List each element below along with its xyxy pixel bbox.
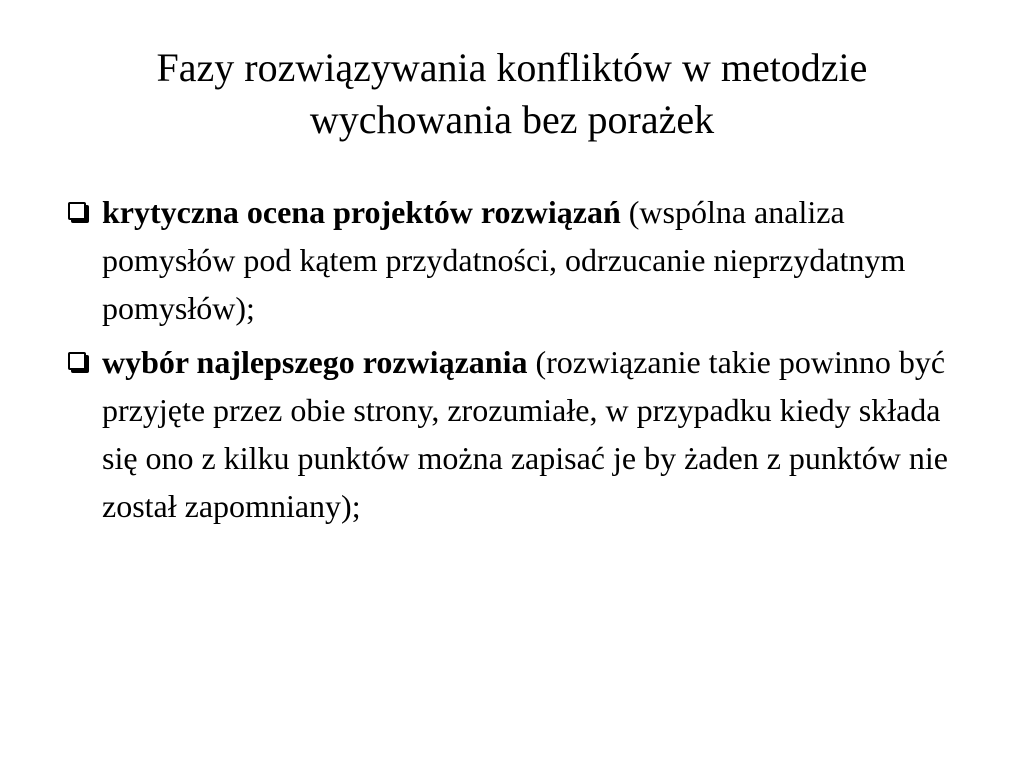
bullet-text	[102, 194, 905, 326]
bullet-text	[102, 344, 948, 524]
slide-title-line-2: wychowania bez porażek	[309, 97, 715, 142]
bullet-list	[62, 188, 962, 536]
bullet-item-best-solution	[62, 338, 962, 530]
slide-title	[60, 42, 964, 146]
bullet-item-critical-evaluation	[62, 188, 962, 332]
bullet-heading: wybór najlepszego rozwiązania	[102, 344, 528, 380]
bullet-description: (rozwiązanie takie powinno być przyjęte przez obie strony, zrozumiałe, w przypadku kiedy składa się ono z kilku punktów można zapisać je by żaden z punktów nie został zapomniany);	[102, 344, 948, 524]
hollow-square-bullet-icon	[68, 352, 86, 370]
bullet-heading: krytyczna ocena projektów rozwiązań	[102, 194, 621, 230]
slide-title-line-1: Fazy rozwiązywania konfliktów w metodzie	[156, 45, 868, 90]
hollow-square-bullet-icon	[68, 202, 86, 220]
bullet-description: (wspólna analiza pomysłów pod kątem przydatności, odrzucanie nieprzydatnym pomysłów);	[102, 194, 906, 326]
